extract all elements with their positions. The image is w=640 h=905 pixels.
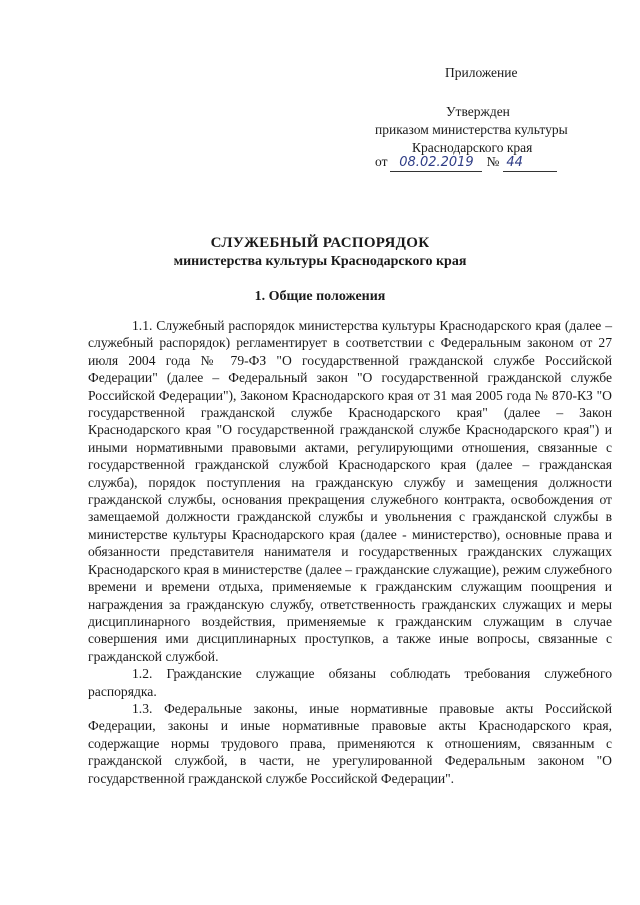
- number-prefix: №: [486, 154, 500, 169]
- approval-region-line: Краснодарского края: [412, 140, 533, 155]
- handwritten-date: 08.02.2019: [390, 155, 482, 172]
- document-title: СЛУЖЕБНЫЙ РАСПОРЯДОК: [210, 235, 430, 251]
- handwritten-number: 44: [503, 155, 557, 172]
- appendix-label: Приложение: [445, 65, 518, 80]
- order-date-number-line: [375, 153, 557, 172]
- paragraph-1-1: 1.1. Служебный распорядок министерства культуры Краснодарского края (далее – служебный распорядок) регламентирует в соответствии с Федеральным законом от 27 июля 2004 года № 79-ФЗ "О государственной гражданской службе Российской Федерации" (далее – Федеральный закон "О государственной гражданской службе Российской Федерации"), Законом Краснодарского края от 31 мая 2005 года № 870-КЗ "О государственной гражданской службе Краснодарского края" (далее – Закон Краснодарского края "О государственной гражданской службе Краснодарского края") и иными нормативными правовыми актами, регулирующими отношения, связанные с государственной гражданской службой Краснодарского края (далее – гражданская служба), порядок поступления на гражданскую службу и замещения должности гражданской службы, основания прекращения служебного контракта, освобождения от замещаемой должности гражданской службы и увольнения с гражданской службы в министерстве культуры Краснодарского края (далее - министерство), основные права и обязанности представителя нанимателя и государственных гражданских служащих Краснодарского края в министерстве (далее – гражданские служащие), режим служебного времени и времени отдыха, применяемые к гражданским служащим поощрения и награждения за гражданскую службу, ответственность гражданских служащих и меры дисциплинарного воздействия, применяемые к гражданским служащим в случае совершения ими дисциплинарных проступков, а также иные вопросы, связанные с гражданской службой.: [88, 318, 612, 664]
- paragraph-1-3: 1.3. Федеральные законы, иные нормативные правовые акты Российской Федерации, законы и иные нормативные правовые акты Краснодарского края, содержащие нормы трудового права, применяются к отношениям, связанным с гражданской службой, в части, не урегулированной Федеральным законом "О государственной гражданской службе Российской Федерации".: [88, 700, 612, 786]
- from-prefix: от: [375, 154, 388, 169]
- approval-order-line: приказом министерства культуры: [375, 122, 568, 137]
- document-body: [88, 317, 612, 787]
- section-heading: 1. Общие положения: [254, 289, 386, 304]
- approved-label: Утвержден: [446, 104, 510, 119]
- document-subtitle: министерства культуры Краснодарского края: [173, 254, 467, 269]
- paragraph-1-2: 1.2. Гражданские служащие обязаны соблюдать требования служебного распорядка.: [88, 666, 612, 699]
